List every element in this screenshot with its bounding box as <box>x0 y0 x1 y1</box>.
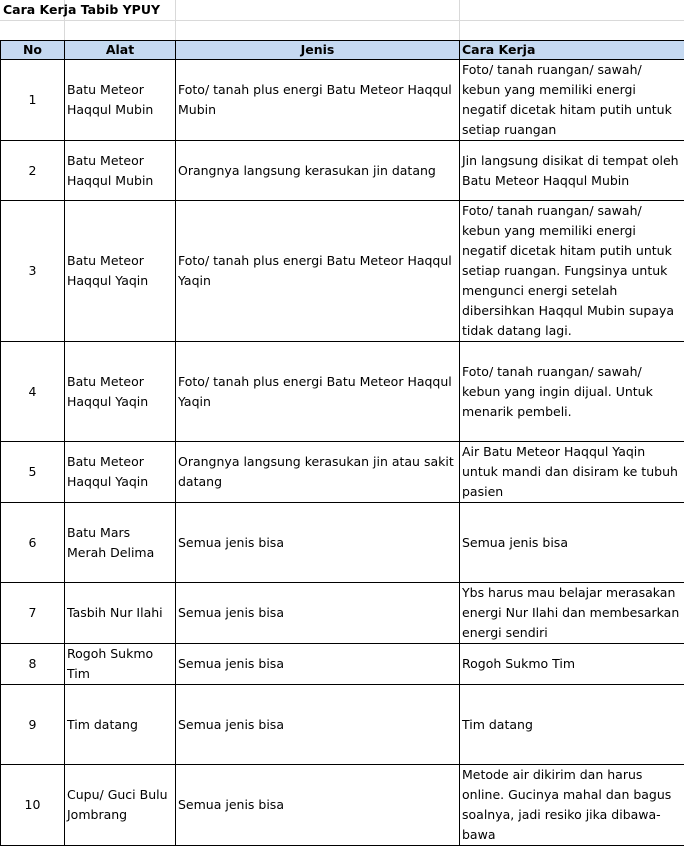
cell-no[interactable]: 1 <box>1 60 65 141</box>
cell-no[interactable]: 5 <box>1 442 65 503</box>
cell-no[interactable]: 3 <box>1 201 65 342</box>
cell-no[interactable]: 2 <box>1 141 65 201</box>
cell-jenis[interactable]: Foto/ tanah plus energi Batu Meteor Haqqul Yaqin <box>176 201 460 342</box>
cell-alat[interactable]: Batu Meteor Haqqul Mubin <box>65 141 176 201</box>
table-row <box>1 765 684 846</box>
cell-jenis[interactable]: Semua jenis bisa <box>176 685 460 765</box>
cell-jenis[interactable]: Foto/ tanah plus energi Batu Meteor Haqqul Mubin <box>176 60 460 141</box>
table-row <box>1 60 684 141</box>
cell-no[interactable]: 7 <box>1 583 65 644</box>
cell-alat[interactable]: Batu Meteor Haqqul Mubin <box>65 60 176 141</box>
table-row <box>1 583 684 644</box>
cell-alat[interactable]: Tasbih Nur Ilahi <box>65 583 176 644</box>
cell-alat[interactable]: Batu Meteor Haqqul Yaqin <box>65 342 176 442</box>
cell-cara-kerja[interactable]: Rogoh Sukmo Tim <box>460 644 684 685</box>
cell-alat[interactable]: Rogoh Sukmo Tim <box>65 644 176 685</box>
table-row <box>1 342 684 442</box>
cell-jenis[interactable]: Semua jenis bisa <box>176 503 460 583</box>
cell-cara-kerja[interactable]: Jin langsung disikat di tempat oleh Batu Meteor Haqqul Mubin <box>460 141 684 201</box>
cell-alat[interactable]: Cupu/ Guci Bulu Jombrang <box>65 765 176 846</box>
cell-cara-kerja[interactable]: Tim datang <box>460 685 684 765</box>
cell-jenis[interactable]: Semua jenis bisa <box>176 644 460 685</box>
spreadsheet <box>0 0 684 40</box>
table-row <box>1 141 684 201</box>
data-table <box>0 40 684 846</box>
table-row <box>1 442 684 503</box>
table-row <box>1 201 684 342</box>
cell-jenis[interactable]: Foto/ tanah plus energi Batu Meteor Haqqul Yaqin <box>176 342 460 442</box>
sheet-title[interactable]: Cara Kerja Tabib YPUY <box>3 2 160 17</box>
header-alat[interactable]: Alat <box>65 41 176 60</box>
header-row <box>1 41 684 60</box>
cell-cara-kerja[interactable]: Ybs harus mau belajar merasakan energi Nur Ilahi dan membesarkan energi sendiri <box>460 583 684 644</box>
cell-cara-kerja[interactable]: Foto/ tanah ruangan/ sawah/ kebun yang memiliki energi negatif dicetak hitam putih untuk setiap ruangan <box>460 60 684 141</box>
cell-no[interactable]: 8 <box>1 644 65 685</box>
table-row <box>1 685 684 765</box>
cell-jenis[interactable]: Orangnya langsung kerasukan jin atau sakit datang <box>176 442 460 503</box>
title-row <box>0 0 684 21</box>
cell-no[interactable]: 9 <box>1 685 65 765</box>
cell-no[interactable]: 4 <box>1 342 65 442</box>
header-cara-kerja[interactable]: Cara Kerja <box>460 41 684 60</box>
cell-alat[interactable]: Tim datang <box>65 685 176 765</box>
table-row <box>1 644 684 685</box>
cell-jenis[interactable]: Orangnya langsung kerasukan jin datang <box>176 141 460 201</box>
cell-alat[interactable]: Batu Meteor Haqqul Yaqin <box>65 442 176 503</box>
blank-row <box>0 21 684 40</box>
header-no[interactable]: No <box>1 41 65 60</box>
cell-cara-kerja[interactable]: Metode air dikirim dan harus online. Gucinya mahal dan bagus soalnya, jadi resiko jika dibawa-bawa <box>460 765 684 846</box>
cell-alat[interactable]: Batu Mars Merah Delima <box>65 503 176 583</box>
cell-cara-kerja[interactable]: Air Batu Meteor Haqqul Yaqin untuk mandi dan disiram ke tubuh pasien <box>460 442 684 503</box>
cell-no[interactable]: 6 <box>1 503 65 583</box>
cell-cara-kerja[interactable]: Foto/ tanah ruangan/ sawah/ kebun yang ingin dijual. Untuk menarik pembeli. <box>460 342 684 442</box>
header-jenis[interactable]: Jenis <box>176 41 460 60</box>
cell-alat[interactable]: Batu Meteor Haqqul Yaqin <box>65 201 176 342</box>
cell-no[interactable]: 10 <box>1 765 65 846</box>
cell-jenis[interactable]: Semua jenis bisa <box>176 765 460 846</box>
cell-cara-kerja[interactable]: Semua jenis bisa <box>460 503 684 583</box>
cell-jenis[interactable]: Semua jenis bisa <box>176 583 460 644</box>
cell-cara-kerja[interactable]: Foto/ tanah ruangan/ sawah/ kebun yang memiliki energi negatif dicetak hitam putih untuk setiap ruangan. Fungsinya untuk mengunci energi setelah dibersihkan Haqqul Mubin supaya tidak datang lagi. <box>460 201 684 342</box>
table-row <box>1 503 684 583</box>
